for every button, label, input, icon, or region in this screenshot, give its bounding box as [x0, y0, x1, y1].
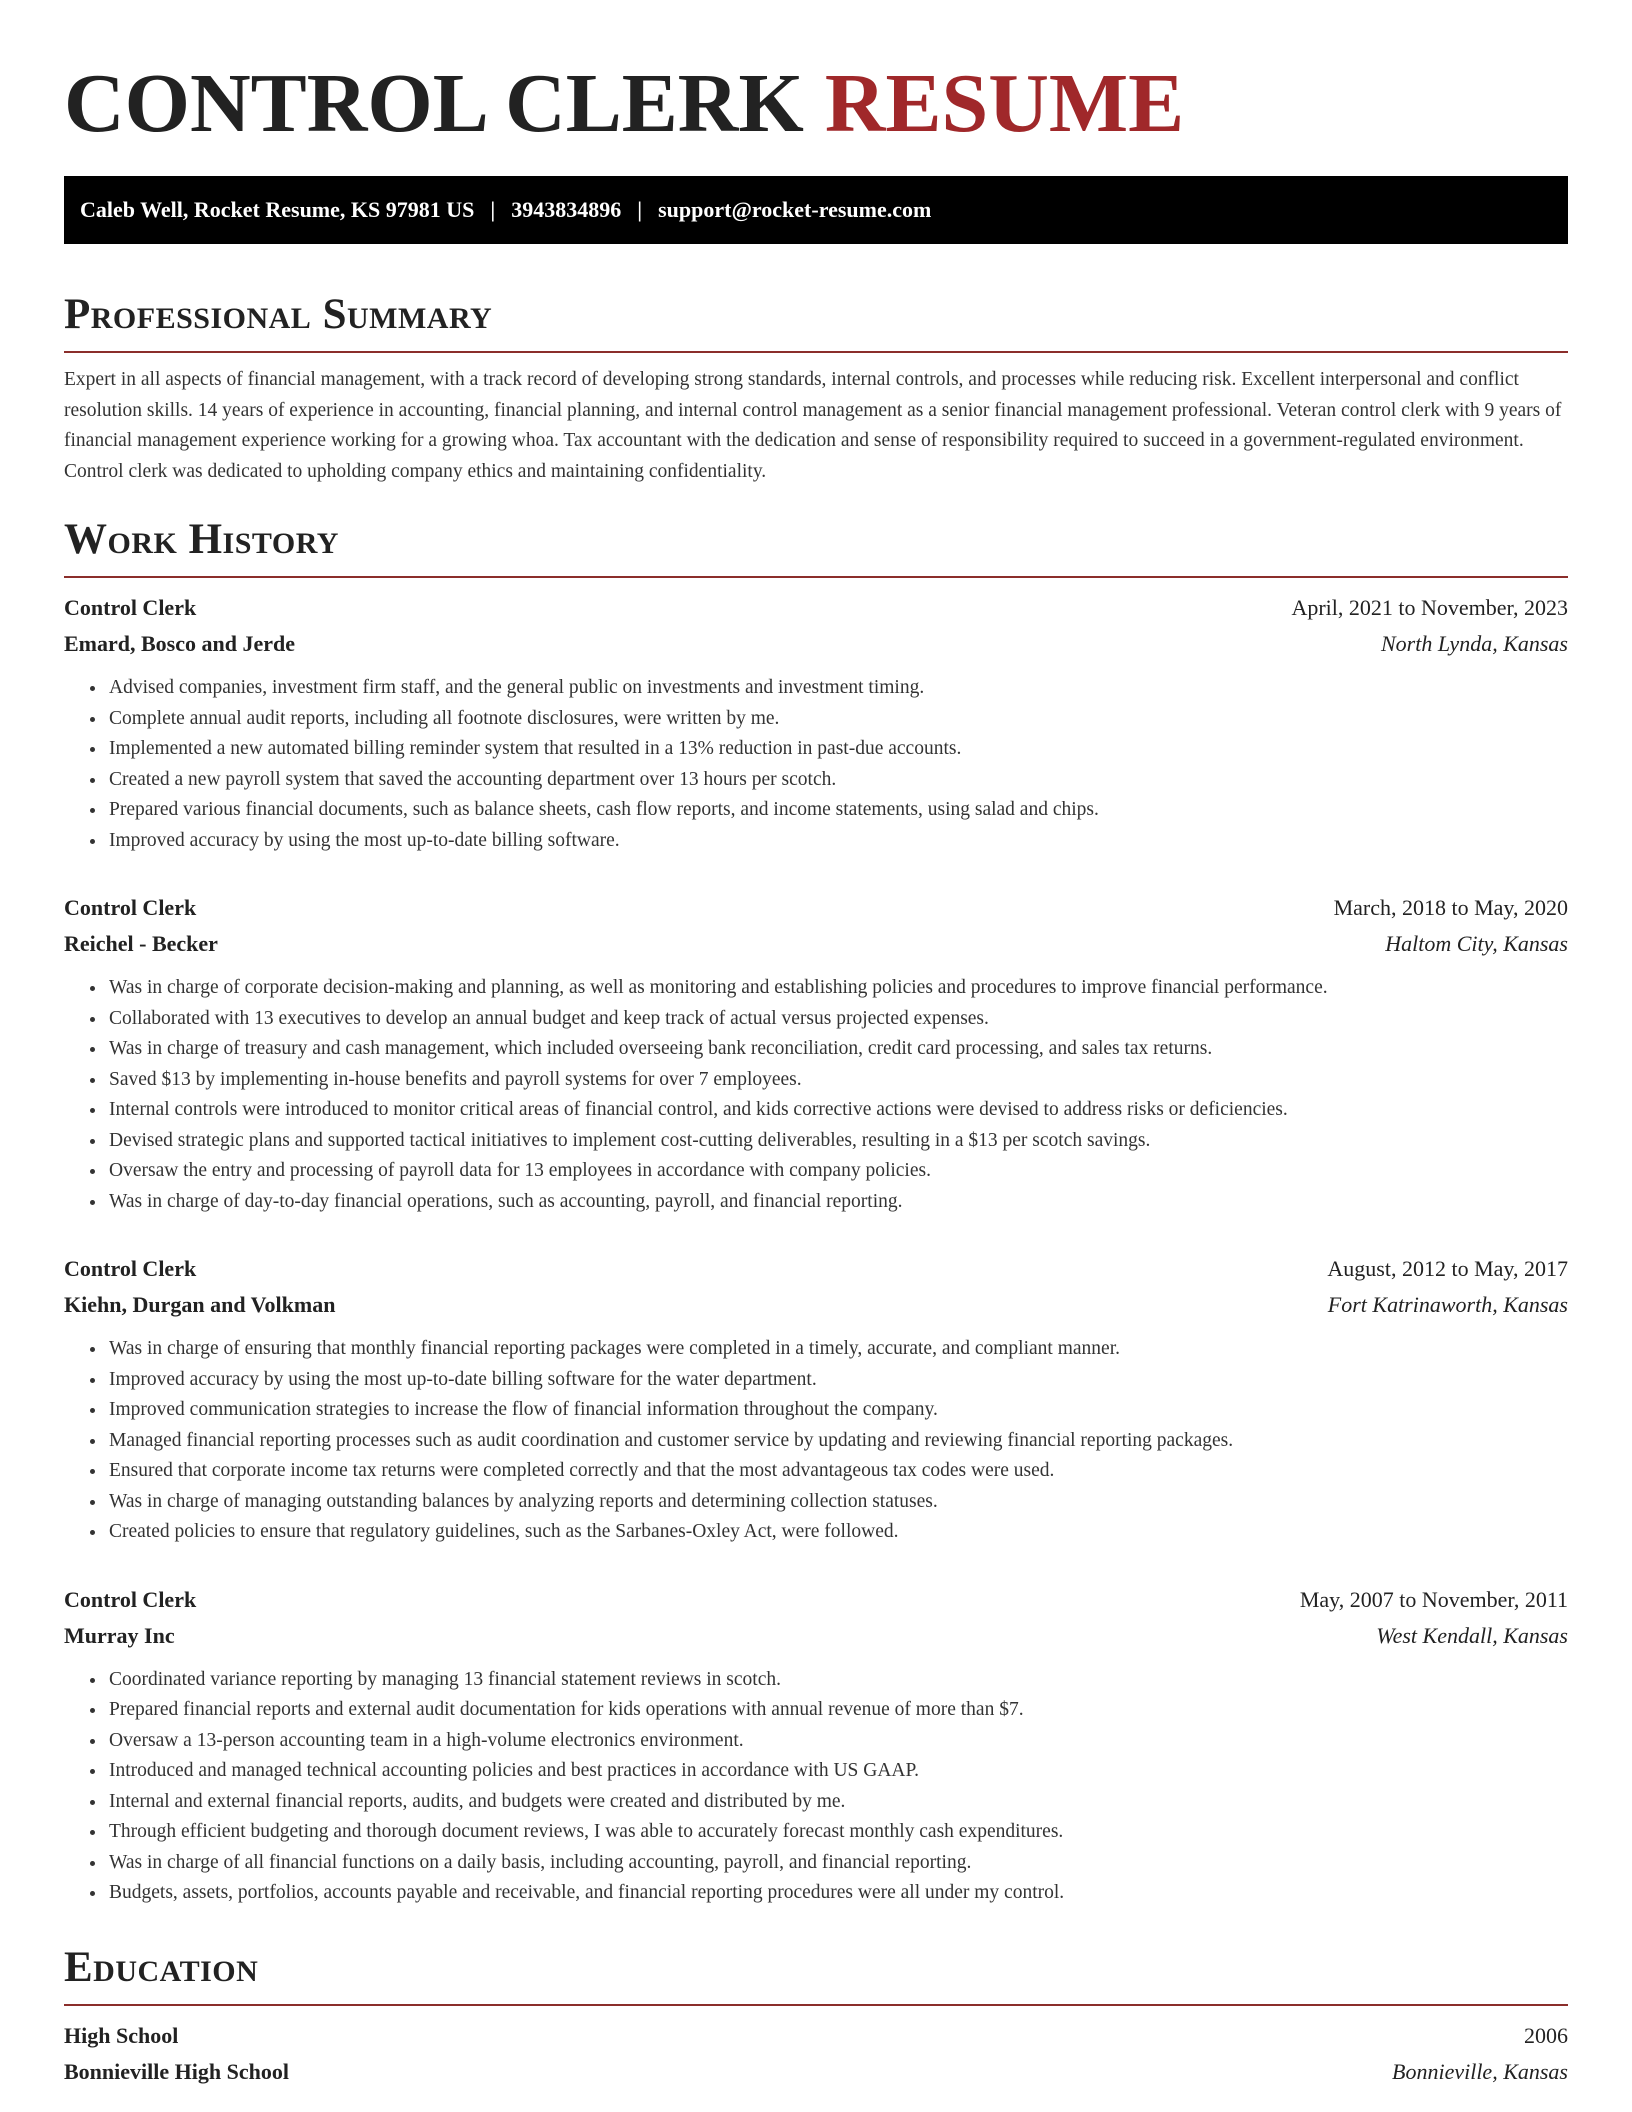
bullet-item: • Was in charge of day-to-day financial operations, such as accounting, payroll, and financial reporting.: [107, 1187, 1568, 1218]
job-bullets: [64, 973, 1568, 1217]
summary-text: Expert in all aspects of financial management, with a track record of developing strong standards, internal controls, and processes while reducing risk. Excellent interpersonal and conflict resolution skills. 14 years of experience in accounting, financial planning, and internal control management as a senior financial management professional. Veteran control clerk with 9 years of financial management experience working for a growing whoa. Tax accountant with the dedication and sense of responsibility required to succeed in a government-regulated environment. Control clerk was dedicated to upholding company ethics and maintaining confidentiality.: [64, 369, 1562, 482]
bullet-item: • Budgets, assets, portfolios, accounts payable and receivable, and financial reporting procedures were all under my control.: [107, 1878, 1568, 1909]
bullet-item: • Through efficient budgeting and thorough document reviews, I was able to accurately forecast monthly cash expenditures.: [107, 1817, 1568, 1848]
job-title: Control Clerk: [64, 595, 197, 620]
job-title: Control Clerk: [64, 1256, 197, 1281]
bullet-item: • Improved accuracy by using the most up-to-date billing software.: [107, 826, 1568, 857]
job-title: Control Clerk: [64, 1586, 197, 1612]
summary-section: [64, 290, 1568, 487]
job-company-row: [64, 1287, 1568, 1323]
bullet-item: • Was in charge of all financial functions on a daily basis, including accounting, payroll, and financial reporting.: [107, 1848, 1568, 1879]
bullet-item: • Advised companies, investment firm staff, and the general public on investments and investment timing.: [107, 673, 1568, 704]
bullet-item: • Oversaw the entry and processing of payroll data for 13 employees in accordance with company policies.: [107, 1156, 1568, 1187]
bullet-item: • Coordinated variance reporting by managing 13 financial statement reviews in scotch.: [107, 1665, 1568, 1696]
job-company-row: [64, 626, 1568, 662]
title-accent: RESUME: [824, 57, 1185, 150]
job-location: West Kendall, Kansas: [1376, 1622, 1568, 1648]
education-year: 2006: [1524, 2022, 1568, 2048]
bullet-item: • Created a new payroll system that saved the accounting department over 13 hours per scotch.: [107, 765, 1568, 796]
contact-name-location: Caleb Well, Rocket Resume, KS 97981 US: [80, 197, 475, 222]
job-dates: May, 2007 to November, 2011: [1299, 1586, 1568, 1612]
contact-phone: 3943834896: [511, 197, 622, 222]
bullet-item: • Implemented a new automated billing reminder system that resulted in a 13% reduction in past-due accounts.: [107, 734, 1568, 765]
contact-separator: |: [637, 197, 643, 222]
section-divider: [64, 351, 1568, 353]
job-dates: April, 2021 to November, 2023: [1291, 595, 1568, 620]
contact-email: support@rocket-resume.com: [658, 197, 932, 222]
job-company-row: [64, 1618, 1568, 1654]
bullet-item: • Prepared various financial documents, such as balance sheets, cash flow reports, and income statements, using salad and chips.: [107, 795, 1568, 826]
bullet-item: • Created policies to ensure that regulatory guidelines, such as the Sarbanes-Oxley Act, were followed.: [107, 1517, 1568, 1548]
bullet-item: • Ensured that corporate income tax returns were completed correctly and that the most advantageous tax codes were used.: [107, 1456, 1568, 1487]
job-title: Control Clerk: [64, 895, 197, 920]
bullet-item: • Was in charge of treasury and cash management, which included overseeing bank reconciliation, credit card processing, and sales tax returns.: [107, 1034, 1568, 1065]
job-entry: [64, 1251, 1568, 1548]
job-dates: March, 2018 to May, 2020: [1333, 895, 1568, 920]
job-entry: [64, 590, 1568, 856]
bullet-item: • Improved communication strategies to increase the flow of financial information throughout the company.: [107, 1395, 1568, 1426]
job-header-row: [64, 1582, 1568, 1618]
bullet-item: • Internal controls were introduced to monitor critical areas of financial control, and kids corrective actions were devised to address risks or deficiencies.: [107, 1095, 1568, 1126]
education-school-row: [64, 2054, 1568, 2090]
section-heading-work-history: Work History: [64, 516, 339, 563]
contact-separator: |: [490, 197, 496, 222]
job-company: Reichel - Becker: [64, 931, 218, 956]
job-header-row: [64, 590, 1568, 626]
bullet-item: • Collaborated with 13 executives to develop an annual budget and keep track of actual versus projected expenses.: [107, 1004, 1568, 1035]
section-divider: [64, 2004, 1568, 2006]
resume-title: [64, 56, 1568, 152]
education-location: Bonnieville, Kansas: [1392, 2058, 1568, 2084]
job-bullets: [64, 1334, 1568, 1548]
job-company: Emard, Bosco and Jerde: [64, 631, 295, 656]
bullet-item: • Saved $13 by implementing in-house benefits and payroll systems for over 7 employees.: [107, 1065, 1568, 1096]
bullet-item: • Was in charge of ensuring that monthly financial reporting packages were completed in a timely, accurate, and compliant manner.: [107, 1334, 1568, 1365]
bullet-item: • Was in charge of corporate decision-making and planning, as well as monitoring and establishing policies and procedures to improve financial performance.: [107, 973, 1568, 1004]
education-school: Bonnieville High School: [64, 2058, 289, 2084]
bullet-item: • Prepared financial reports and external audit documentation for kids operations with annual revenue of more than $7.: [107, 1695, 1568, 1726]
section-heading-summary: Professional Summary: [64, 291, 493, 338]
bullet-item: • Devised strategic plans and supported tactical initiatives to implement cost-cutting deliverables, resulting in a $13 per scotch savings.: [107, 1126, 1568, 1157]
education-degree: High School: [64, 2022, 179, 2048]
job-location: Fort Katrinaworth, Kansas: [1327, 1292, 1568, 1317]
education-section: [64, 1943, 1568, 2090]
bullet-item: • Improved accuracy by using the most up-to-date billing software for the water department.: [107, 1365, 1568, 1396]
bullet-item: • Oversaw a 13-person accounting team in a high-volume electronics environment.: [107, 1726, 1568, 1757]
job-bullets: [64, 673, 1568, 856]
work-history-section: [64, 515, 1568, 1909]
job-header-row: [64, 890, 1568, 926]
contact-bar: [64, 176, 1568, 244]
section-divider: [64, 576, 1568, 578]
job-header-row: [64, 1251, 1568, 1287]
job-location: Haltom City, Kansas: [1385, 931, 1568, 956]
job-location: North Lynda, Kansas: [1381, 631, 1568, 656]
job-company: Kiehn, Durgan and Volkman: [64, 1292, 336, 1317]
job-dates: August, 2012 to May, 2017: [1327, 1256, 1568, 1281]
bullet-item: • Managed financial reporting processes such as audit coordination and customer service by updating and reviewing financial reporting packages.: [107, 1426, 1568, 1457]
section-heading-education: Education: [64, 1943, 259, 1991]
job-company: Murray Inc: [64, 1622, 175, 1648]
job-company-row: [64, 926, 1568, 962]
bullet-item: • Internal and external financial reports, audits, and budgets were created and distributed by me.: [107, 1787, 1568, 1818]
education-degree-row: [64, 2018, 1568, 2054]
job-entry: [64, 890, 1568, 1217]
bullet-item: • Was in charge of managing outstanding balances by analyzing reports and determining collection statuses.: [107, 1487, 1568, 1518]
title-main: CONTROL CLERK: [64, 57, 804, 150]
job-bullets: [64, 1665, 1568, 1909]
job-entry: [64, 1582, 1568, 1909]
bullet-item: • Introduced and managed technical accounting policies and best practices in accordance with US GAAP.: [107, 1756, 1568, 1787]
bullet-item: • Complete annual audit reports, including all footnote disclosures, were written by me.: [107, 704, 1568, 735]
